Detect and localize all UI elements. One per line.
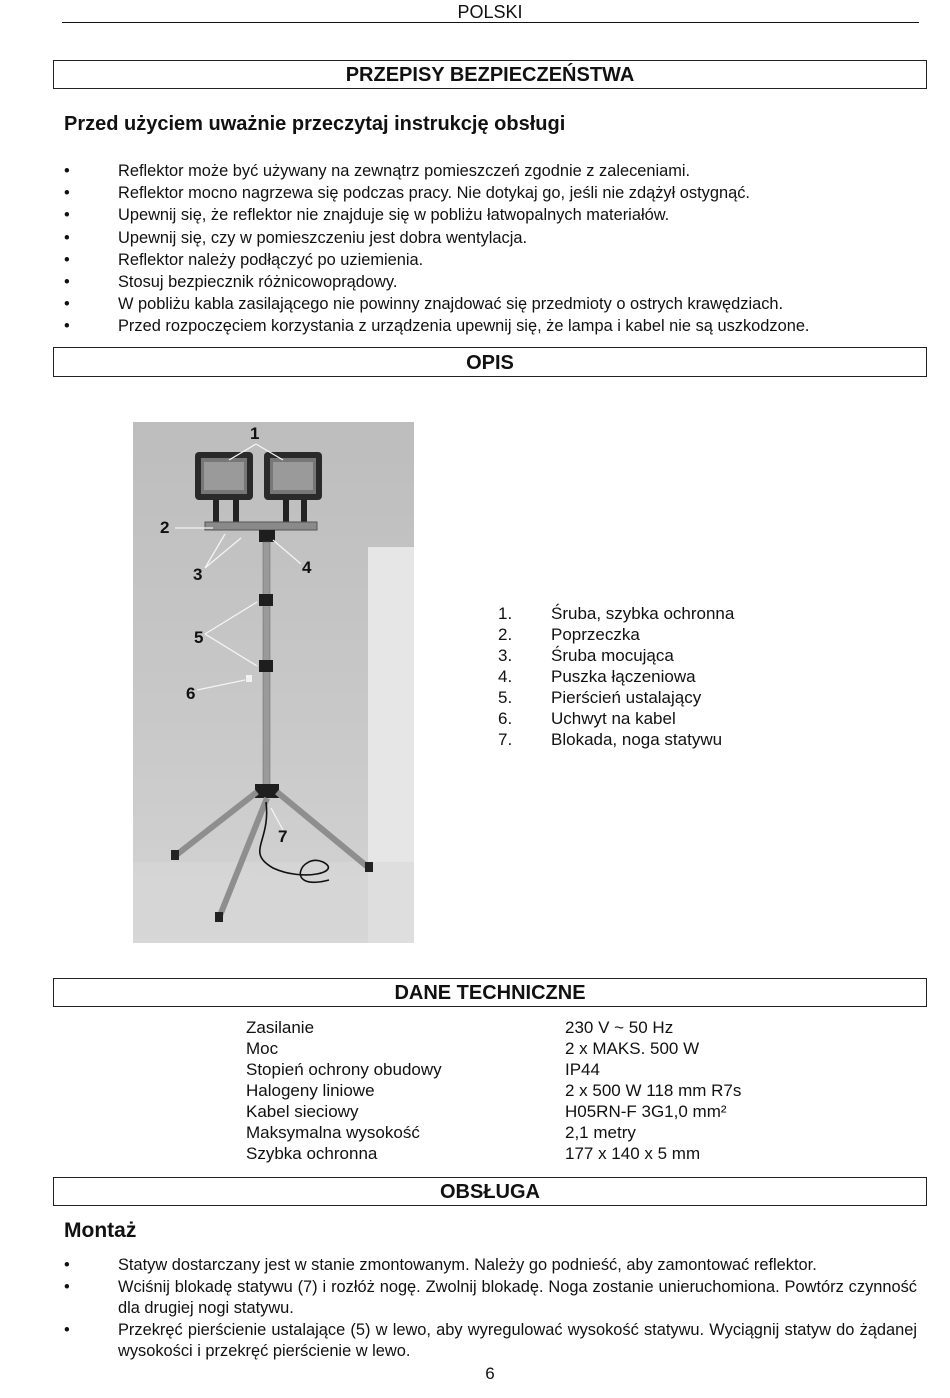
table-row bbox=[246, 1143, 741, 1164]
description-title: OPIS bbox=[53, 347, 927, 377]
page-number: 6 bbox=[485, 1364, 495, 1383]
spec-value: 2 x MAKS. 500 W bbox=[565, 1039, 700, 1058]
list-item: • Statyw dostarczany jest w stanie zmontowanym. Należy go podnieść, aby zamontować reflektor. bbox=[64, 1255, 917, 1276]
part-number: 7. bbox=[498, 730, 513, 749]
part-number: 1. bbox=[498, 604, 513, 623]
callout-label: 4 bbox=[302, 558, 312, 577]
lamp-head bbox=[264, 452, 322, 500]
spec-key: Zasilanie bbox=[246, 1018, 315, 1037]
spec-value: 2,1 metry bbox=[565, 1123, 636, 1142]
table-row bbox=[246, 1038, 741, 1059]
spec-key: Moc bbox=[246, 1039, 279, 1058]
operation-subtitle: Montaż bbox=[64, 1219, 137, 1242]
list-item bbox=[498, 729, 734, 750]
list-item bbox=[498, 645, 734, 666]
table-row bbox=[246, 1059, 741, 1080]
list-item bbox=[498, 687, 734, 708]
spec-key: Szybka ochronna bbox=[246, 1144, 378, 1163]
list-item bbox=[498, 603, 734, 624]
callout-label: 1 bbox=[250, 424, 260, 443]
list-item: • Przed rozpoczęciem korzystania z urządzenia upewnij się, że lampa i kabel nie są uszkodzone. bbox=[64, 315, 924, 337]
safety-subtitle: Przed użyciem uważnie przeczytaj instrukcję obsługi bbox=[64, 113, 566, 135]
spec-value: H05RN-F 3G1,0 mm² bbox=[565, 1102, 727, 1121]
list-item: • Wciśnij blokadę statywu (7) i rozłóż nogę. Zwolnij blokadę. Noga zostanie unieruchomiona. Powtórz czynność dla drugiej nogi statywu. bbox=[64, 1277, 917, 1319]
list-item: • Reflektor należy podłączyć po uziemienia. bbox=[64, 249, 924, 271]
table-row bbox=[246, 1122, 741, 1143]
spec-value: 230 V ~ 50 Hz bbox=[565, 1018, 674, 1037]
part-label: Puszka łączeniowa bbox=[551, 667, 696, 686]
spec-key: Stopień ochrony obudowy bbox=[246, 1060, 442, 1079]
operation-list bbox=[64, 1255, 917, 1362]
part-number: 5. bbox=[498, 688, 513, 707]
list-item: • Przekręć pierścienie ustalające (5) w lewo, aby wyregulować wysokość statywu. Wyciągnij statyw do żądanej wysokości i przekręć pierścienie w lewo. bbox=[64, 1320, 917, 1362]
spec-value: IP44 bbox=[565, 1060, 600, 1079]
list-item bbox=[498, 624, 734, 645]
language-header: POLSKI bbox=[457, 2, 523, 22]
safety-list bbox=[64, 160, 924, 338]
spec-value: 177 x 140 x 5 mm bbox=[565, 1144, 701, 1163]
part-number: 2. bbox=[498, 625, 513, 644]
list-item: • W pobliżu kabla zasilającego nie powinny znajdować się przedmioty o ostrych krawędziach. bbox=[64, 293, 924, 315]
callout-label: 6 bbox=[186, 684, 196, 703]
floodlight-photo bbox=[133, 422, 414, 943]
list-item: • Stosuj bezpiecznik różnicowoprądowy. bbox=[64, 271, 924, 293]
operation-title: OBSŁUGA bbox=[53, 1177, 927, 1206]
list-item: • Upewnij się, że reflektor nie znajduje się w pobliżu łatwopalnych materiałów. bbox=[64, 204, 924, 226]
technical-title: DANE TECHNICZNE bbox=[53, 978, 927, 1007]
list-item: • Reflektor mocno nagrzewa się podczas pracy. Nie dotykaj go, jeśli nie zdążył ostygnąć. bbox=[64, 182, 924, 204]
part-label: Pierścień ustalający bbox=[551, 688, 702, 707]
callout-label: 3 bbox=[193, 565, 203, 584]
spec-key: Kabel sieciowy bbox=[246, 1102, 359, 1121]
part-label: Blokada, noga statywu bbox=[551, 730, 723, 749]
list-item bbox=[498, 708, 734, 729]
spec-table bbox=[246, 1017, 741, 1164]
spec-value: 2 x 500 W 118 mm R7s bbox=[565, 1081, 742, 1100]
list-item bbox=[498, 666, 734, 687]
part-number: 3. bbox=[498, 646, 513, 665]
part-label: Uchwyt na kabel bbox=[551, 709, 676, 728]
callout-label: 7 bbox=[278, 827, 288, 846]
part-label: Śruba, szybka ochronna bbox=[551, 604, 735, 623]
spec-key: Maksymalna wysokość bbox=[246, 1123, 420, 1142]
safety-title: PRZEPISY BEZPIECZEŃSTWA bbox=[53, 60, 927, 89]
table-row bbox=[246, 1017, 741, 1038]
parts-list bbox=[498, 603, 734, 750]
header-rule bbox=[62, 22, 919, 23]
part-label: Śruba mocująca bbox=[551, 646, 674, 665]
callout-label: 5 bbox=[194, 628, 204, 647]
part-label: Poprzeczka bbox=[551, 625, 640, 644]
spec-key: Halogeny liniowe bbox=[246, 1081, 375, 1100]
part-number: 6. bbox=[498, 709, 513, 728]
lamp-head bbox=[195, 452, 253, 500]
part-number: 4. bbox=[498, 667, 513, 686]
table-row bbox=[246, 1101, 741, 1122]
list-item: • Reflektor może być używany na zewnątrz pomieszczeń zgodnie z zaleceniami. bbox=[64, 160, 924, 182]
list-item: • Upewnij się, czy w pomieszczeniu jest dobra wentylacja. bbox=[64, 227, 924, 249]
table-row bbox=[246, 1080, 741, 1101]
callout-label: 2 bbox=[160, 518, 170, 537]
